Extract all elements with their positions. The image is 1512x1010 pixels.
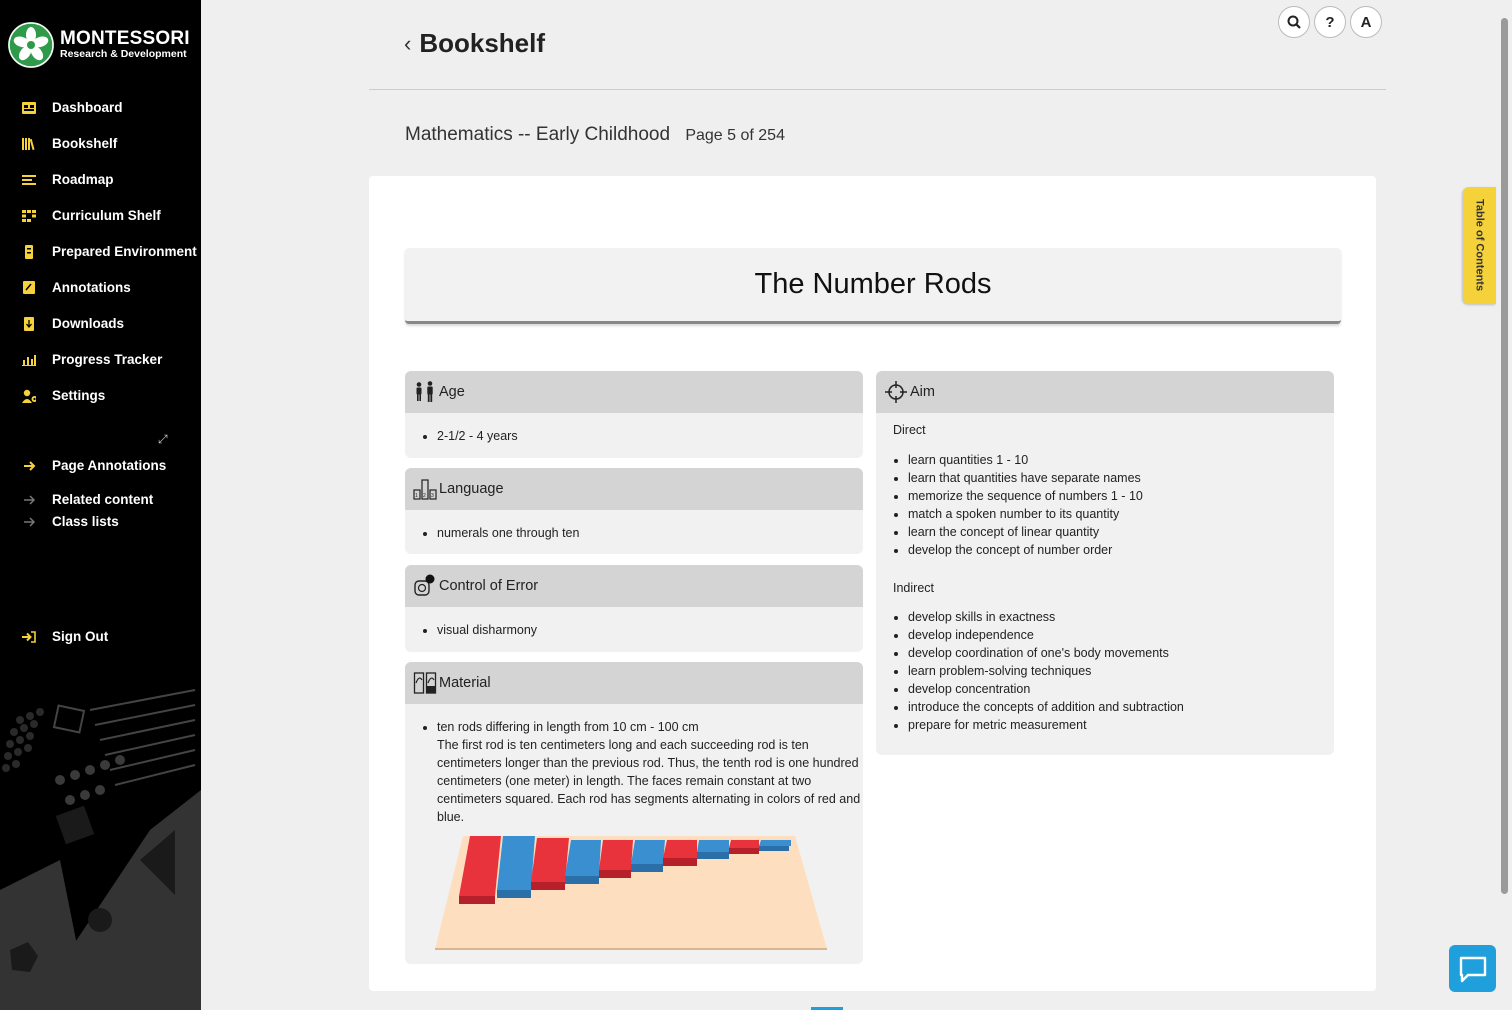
age-panel-header — [405, 371, 863, 413]
sidebar-item-label: Progress Tracker — [52, 352, 163, 367]
search-button[interactable] — [1278, 6, 1310, 38]
sign-out-label: Sign Out — [52, 629, 109, 644]
back-chevron-icon[interactable]: ‹ — [404, 30, 412, 56]
list-item: • develop independence — [908, 626, 1334, 644]
material-panel — [405, 662, 863, 964]
sign-out-icon — [22, 630, 36, 644]
age-panel — [405, 371, 863, 458]
aim-panel — [876, 371, 1334, 755]
numbers-card-icon — [413, 477, 437, 501]
sidebar-item-roadmap[interactable] — [22, 172, 114, 187]
sidebar-item-progress-tracker[interactable] — [22, 352, 162, 367]
aim-indirect-label: Indirect — [893, 581, 934, 595]
sidebar — [0, 0, 201, 1010]
material-description: The first rod is ten centimeters long and each succeeding rod is ten centimeters longer than the previous rod. Thus, the tenth rod is one hundred centimeters (one meter) in length. The faces remain constant at two centimeters squared. Each rod has segments alternating in colors of red and blue. — [437, 738, 861, 824]
progress-icon — [22, 353, 36, 367]
svg-text:1: 1 — [415, 493, 418, 499]
toc-label: Table of Contents — [1473, 199, 1486, 292]
control-of-error-heading: Control of Error — [439, 578, 539, 594]
sidebar-item-bookshelf[interactable] — [22, 136, 117, 151]
control-of-error-icon — [413, 574, 437, 598]
material-line: ten rods differing in length from 10 cm - 100 cm — [437, 720, 699, 734]
sidebar-item-label: Bookshelf — [52, 136, 118, 151]
sidebar-item-label: Prepared Environment — [52, 244, 197, 259]
sidebar-item-annotations[interactable] — [22, 280, 131, 295]
aim-direct-label: Direct — [893, 423, 926, 437]
font-size-button[interactable]: A — [1350, 6, 1382, 38]
help-button[interactable]: ? — [1314, 6, 1346, 38]
language-panel — [405, 468, 863, 554]
settings-icon — [22, 389, 36, 403]
list-item: • learn quantities 1 - 10 — [908, 451, 1334, 469]
list-item: • develop concentration — [908, 680, 1334, 698]
list-item: • develop coordination of one's body movements — [908, 644, 1334, 662]
environment-icon — [22, 245, 36, 259]
page-header[interactable] — [404, 28, 545, 59]
sidebar-item-settings[interactable] — [22, 388, 105, 403]
list-item: • learn the concept of linear quantity — [908, 523, 1334, 541]
number-rods-image — [435, 834, 827, 952]
sidebar-item-label: Annotations — [52, 280, 131, 295]
roadmap-icon — [22, 173, 36, 187]
sidebar-item-curriculum-shelf[interactable] — [22, 208, 161, 223]
sidebar-item-label: Curriculum Shelf — [52, 208, 161, 223]
downloads-icon — [22, 317, 36, 331]
arrow-right-icon — [22, 515, 36, 529]
arrow-right-icon — [22, 493, 36, 507]
sidebar-item-dashboard[interactable] — [22, 100, 123, 115]
material-heading: Material — [439, 675, 491, 691]
table-of-contents-tab[interactable] — [1463, 187, 1496, 304]
list-item: • learn that quantities have separate names — [908, 469, 1334, 487]
sidebar-item-label: Page Annotations — [52, 458, 167, 473]
sidebar-item-page-annotations[interactable] — [22, 458, 166, 473]
montessori-materials-illustration — [0, 680, 201, 1010]
search-icon — [1287, 15, 1301, 29]
sidebar-item-label: Dashboard — [52, 100, 123, 115]
scrollbar[interactable] — [1501, 18, 1508, 894]
sidebar-item-class-lists[interactable] — [22, 514, 119, 529]
bookshelf-icon — [22, 137, 36, 151]
arrow-right-icon — [22, 459, 36, 473]
sidebar-item-label: Roadmap — [52, 172, 114, 187]
sign-out-button[interactable] — [22, 629, 108, 644]
control-of-error-panel-header — [405, 565, 863, 607]
dashboard-icon — [22, 101, 36, 115]
list-item: • memorize the sequence of numbers 1 - 10 — [908, 487, 1334, 505]
sidebar-item-downloads[interactable] — [22, 316, 124, 331]
material-icon — [413, 671, 437, 695]
expand-icon[interactable]: ⤢ — [158, 432, 168, 446]
sidebar-item-prepared-environment[interactable] — [22, 244, 197, 259]
crosshair-icon — [884, 380, 908, 404]
book-subtitle — [405, 124, 785, 146]
page-indicator: Page 5 of 254 — [685, 127, 785, 144]
aim-heading: Aim — [910, 384, 935, 400]
brand-tagline: Research & Development — [60, 48, 187, 60]
brand-name: MONTESSORI — [60, 28, 190, 49]
list-item: • develop the concept of number order — [908, 541, 1334, 559]
sidebar-item-label: Settings — [52, 388, 106, 403]
list-item: • match a spoken number to its quantity — [908, 505, 1334, 523]
list-item — [437, 718, 863, 826]
people-icon — [413, 380, 437, 404]
sidebar-item-label: Class lists — [52, 514, 119, 529]
list-item: • learn problem-solving techniques — [908, 662, 1334, 680]
material-panel-header — [405, 662, 863, 704]
lesson-card — [369, 176, 1376, 991]
sidebar-item-label: Downloads — [52, 316, 125, 331]
list-item: • 2-1/2 - 4 years — [437, 427, 863, 445]
list-item: • introduce the concepts of addition and subtraction — [908, 698, 1334, 716]
sidebar-item-related-content[interactable] — [22, 492, 153, 507]
book-name: Mathematics -- Early Childhood — [405, 124, 671, 145]
curriculum-icon — [22, 209, 36, 223]
list-item: • prepare for metric measurement — [908, 716, 1334, 734]
list-item: • develop skills in exactness — [908, 608, 1334, 626]
language-heading: Language — [439, 481, 504, 497]
svg-text:3: 3 — [431, 493, 434, 499]
top-toolbar — [1278, 6, 1386, 38]
lesson-title: The Number Rods — [405, 248, 1341, 324]
list-item: • numerals one through ten — [437, 524, 863, 542]
age-heading: Age — [439, 384, 465, 400]
svg-text:2: 2 — [423, 493, 426, 499]
brand-logo[interactable] — [8, 22, 190, 68]
annotations-icon — [22, 281, 36, 295]
header-divider — [369, 89, 1386, 90]
page-title: Bookshelf — [419, 28, 546, 58]
language-panel-header — [405, 468, 863, 510]
flower-logo-icon — [8, 22, 54, 68]
aim-panel-header — [876, 371, 1334, 413]
chat-icon — [1458, 955, 1488, 983]
chat-button[interactable] — [1449, 945, 1496, 992]
control-of-error-panel — [405, 565, 863, 652]
list-item: • visual disharmony — [437, 621, 863, 639]
sidebar-item-label: Related content — [52, 492, 154, 507]
